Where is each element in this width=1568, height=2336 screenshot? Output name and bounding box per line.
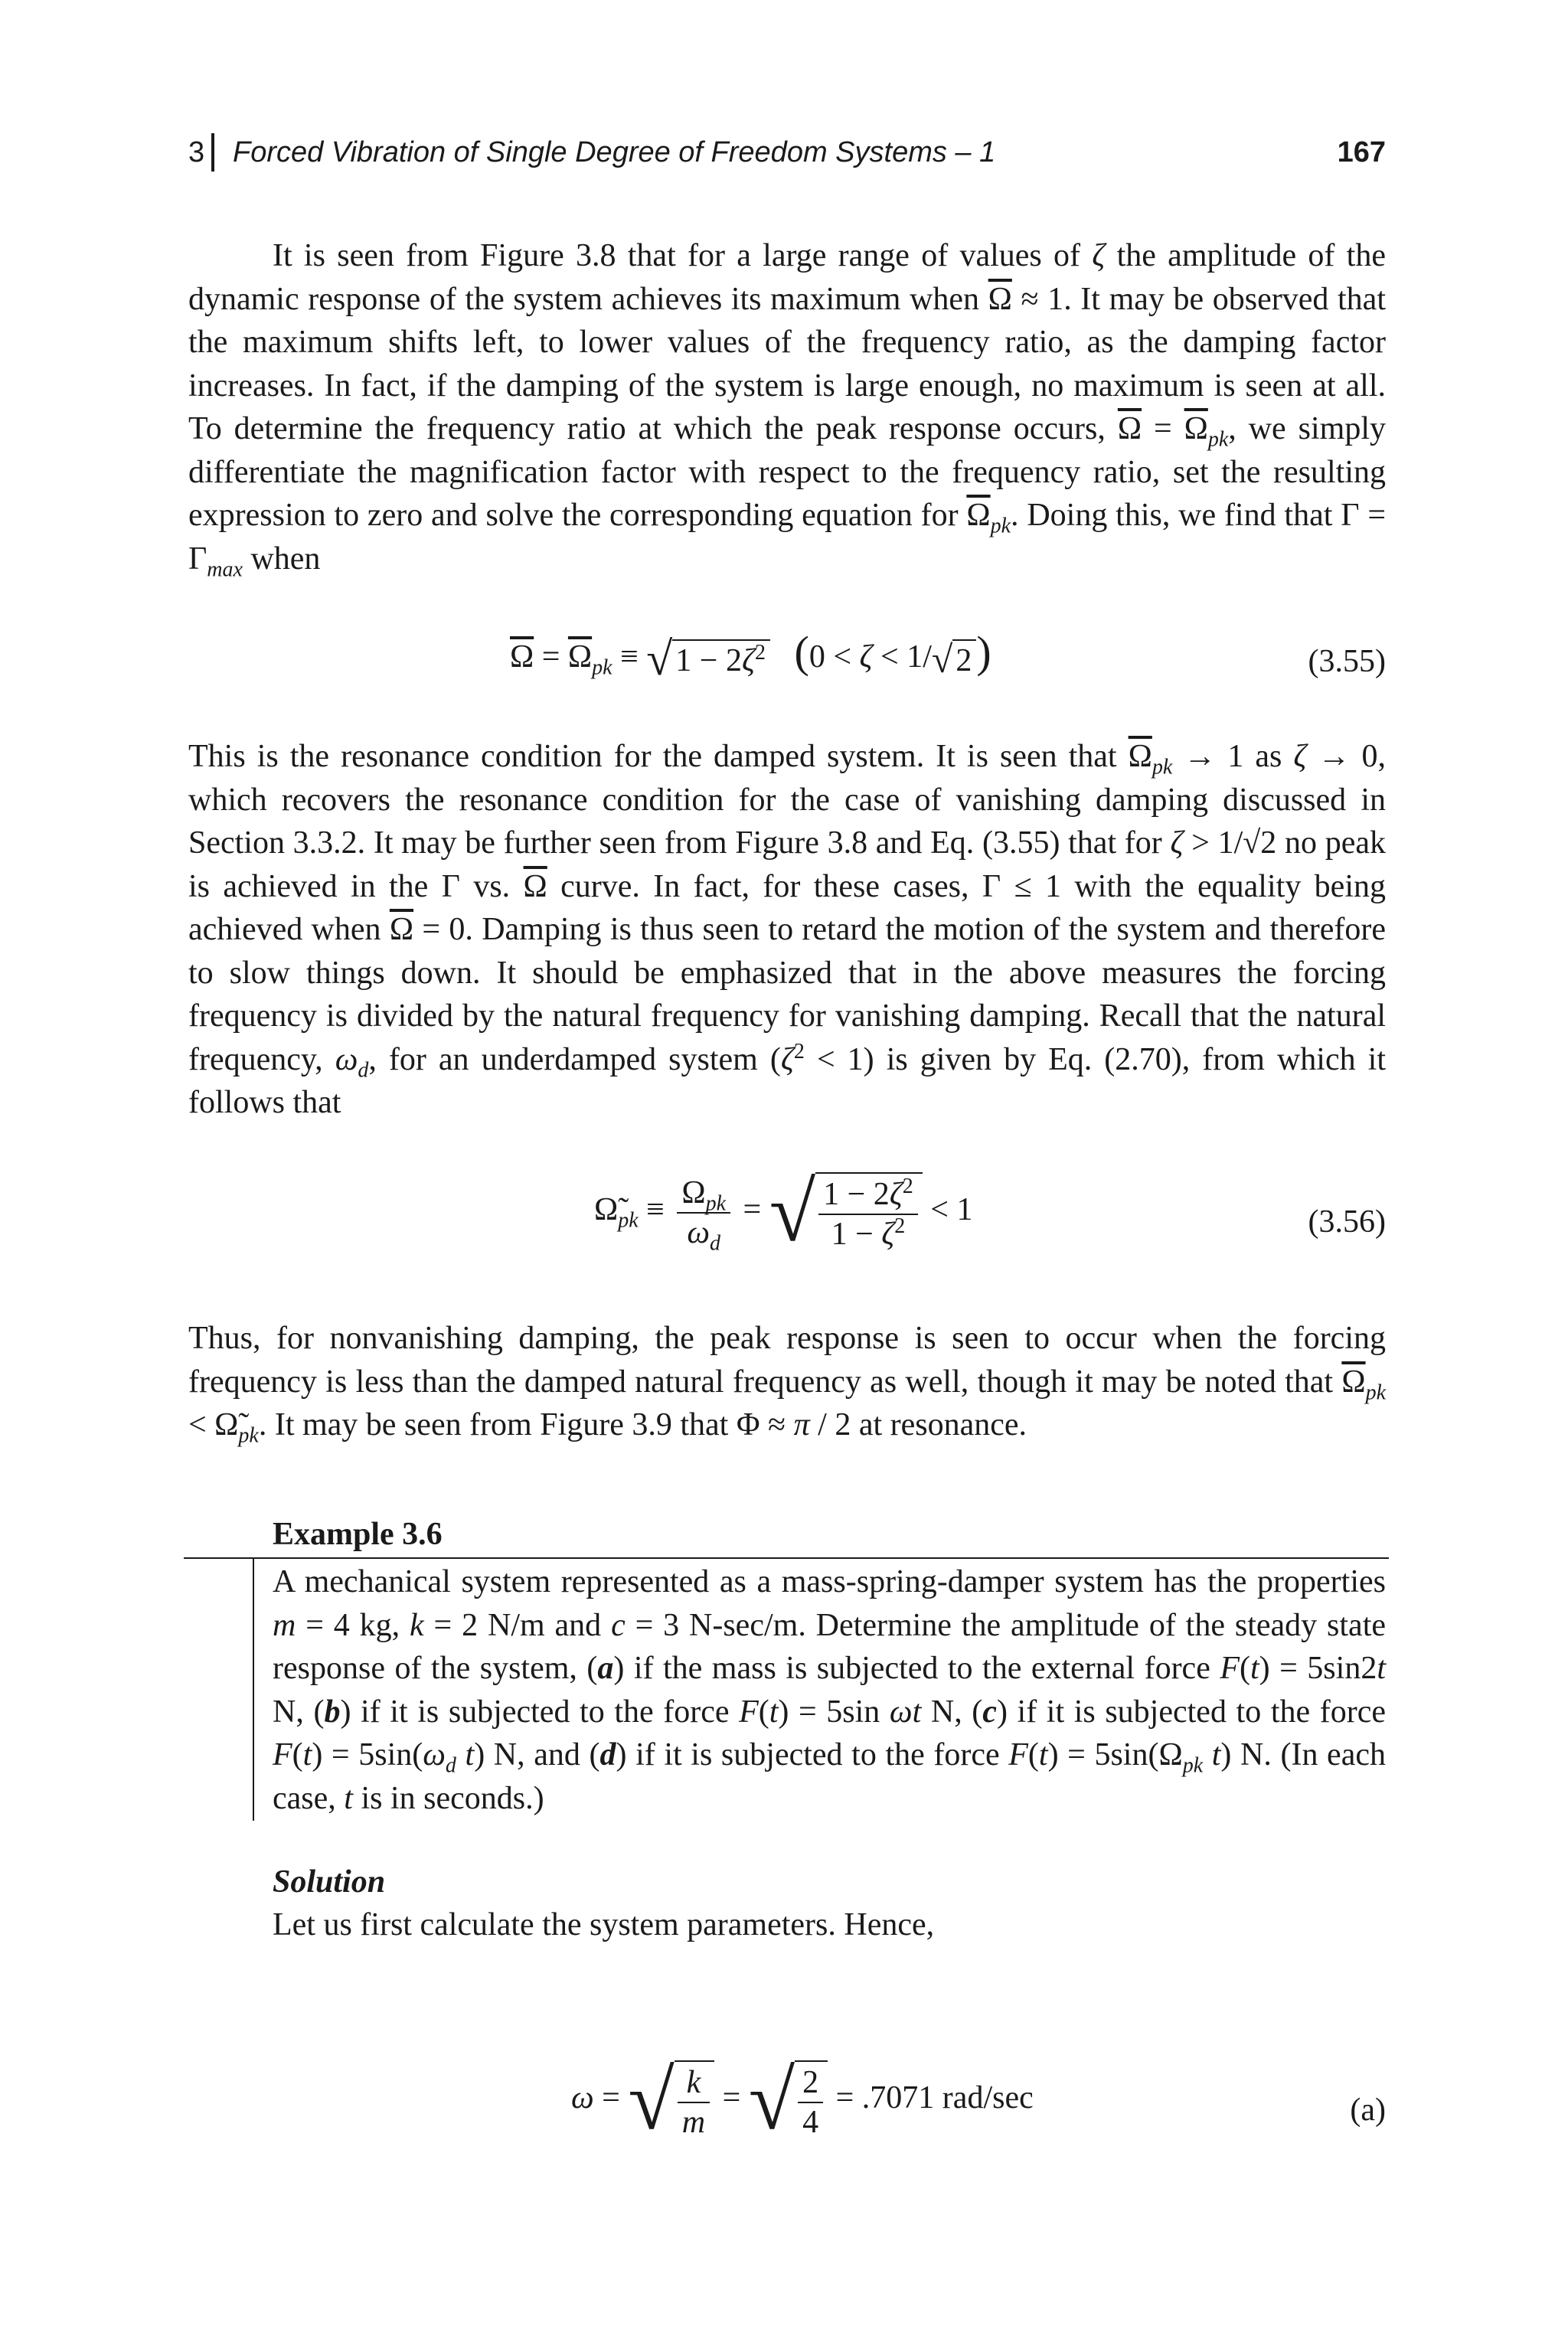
equation-3-55	[188, 626, 1386, 711]
header-divider	[211, 133, 214, 172]
example-side-rule	[253, 1559, 254, 1821]
equation-number: (a)	[1350, 2093, 1386, 2128]
solution-text: Let us first calculate the system parameters. Hence,	[273, 1907, 935, 1942]
equation-3-56-body: $\Omegã_{pk}$ ≡ $\frac{\Omega_{pk}}{\omega_d}$ = √ $\frac{1 - 2\zeta^2}{1 - \zeta^2}$ < 1	[594, 1165, 973, 1259]
equation-a	[188, 2052, 1386, 2167]
paragraph-1: It is seen from Figure 3.8 that for a large range of values of ζ the amplitude of the dynamic response of the system achieves its maximum when $\overline{\Omega} \approx 1$. It may be observed that the maximum shifts left, to lower values of the frequency ratio, as the damping factor increases. In fact, if the damping of the system is large enough, no maximum is seen at all. To determine the frequency ratio at which the peak response occurs, $\overline{\Omega} = \overline{\Omega}_{pk}$, we simply differentiate the magnification factor with respect to the frequency ratio, set the resulting expression to zero and solve the corresponding equation for $\overline{\Omega}_{pk}$. Doing this, we find that $\Gamma = \Gamma_{max}$ when	[188, 238, 1387, 581]
example-top-rule	[184, 1557, 1389, 1559]
chapter-title: Forced Vibration of Single Degree of Freedom Systems – 1	[233, 136, 996, 168]
example-title: Example 3.6	[273, 1517, 443, 1552]
chapter-number: 3	[188, 136, 205, 168]
running-header	[188, 132, 1386, 178]
equation-a-body: ω = √ $\frac{k}{m}$ = √ $\frac{2}{4}$ = .7071 rad/sec	[571, 2053, 1034, 2147]
example-statement: A mechanical system represented as a mass-spring-damper system has the properties m = 4 kg, k = 2 N/m and c = 3 N-sec/m. Determine the amplitude of the steady state response of the system, (a) if the mass is subjected to the external force F(t) = 5sin2t N, (b) if it is subjected to the force F(t) = 5sin ωt N, (c) if it is subjected to the force $F(t) = 5\sin(\omega_d$ t) N, and (d) if it is subjected to the force $F(t) = 5\sin(\Omega_{pk}$ t) N. (In each case, t is in seconds.)	[273, 1564, 1386, 1816]
solution-title: Solution	[273, 1864, 386, 1900]
paragraph-3: Thus, for nonvanishing damping, the peak response is seen to occur when the forcing frequency is less than the damped natural frequency as well, though it may be noted that $\overline{\Omega}_{pk}$ < $\Omegã_{pk}$. It may be seen from Figure 3.9 that Φ ≈ π / 2 at resonance.	[188, 1321, 1386, 1448]
equation-number: (3.55)	[1308, 644, 1386, 679]
equation-3-56	[188, 1164, 1386, 1279]
equation-3-55-body: $\overline{\Omega} = \overline{\Omega}_{pk} \equiv √1 - 2\zeta^2$ (0 < ζ < 1/√2 )	[510, 627, 991, 685]
page-number: 167	[1337, 136, 1386, 168]
paragraph-2: This is the resonance condition for the damped system. It is seen that $\overline{\Omega}_{pk} \to 1$ as ζ → 0, which recovers the resonance condition for the case of vanishing damping discussed in Section 3.3.2. It may be further seen from Figure 3.8 and Eq. (3.55) that for ζ > 1/√2 no peak is achieved in the Γ vs. $\overline{\Omega}$ curve. In fact, for these cases, Γ ≤ 1 with the equality being achieved when $\overline{\Omega} = 0$. Damping is thus seen to retard the motion of the system and therefore to slow things down. It should be emphasized that in the above measures the forcing frequency is divided by the natural frequency for vanishing damping. Recall that the natural frequency, $\omega_d$, for an underdamped system $(\zeta^2 < 1)$ is given by Eq. (2.70), from which it follows that	[188, 739, 1387, 1120]
equation-number: (3.56)	[1308, 1204, 1386, 1240]
equation-a-result: = .7071 rad/sec	[835, 2080, 1034, 2116]
